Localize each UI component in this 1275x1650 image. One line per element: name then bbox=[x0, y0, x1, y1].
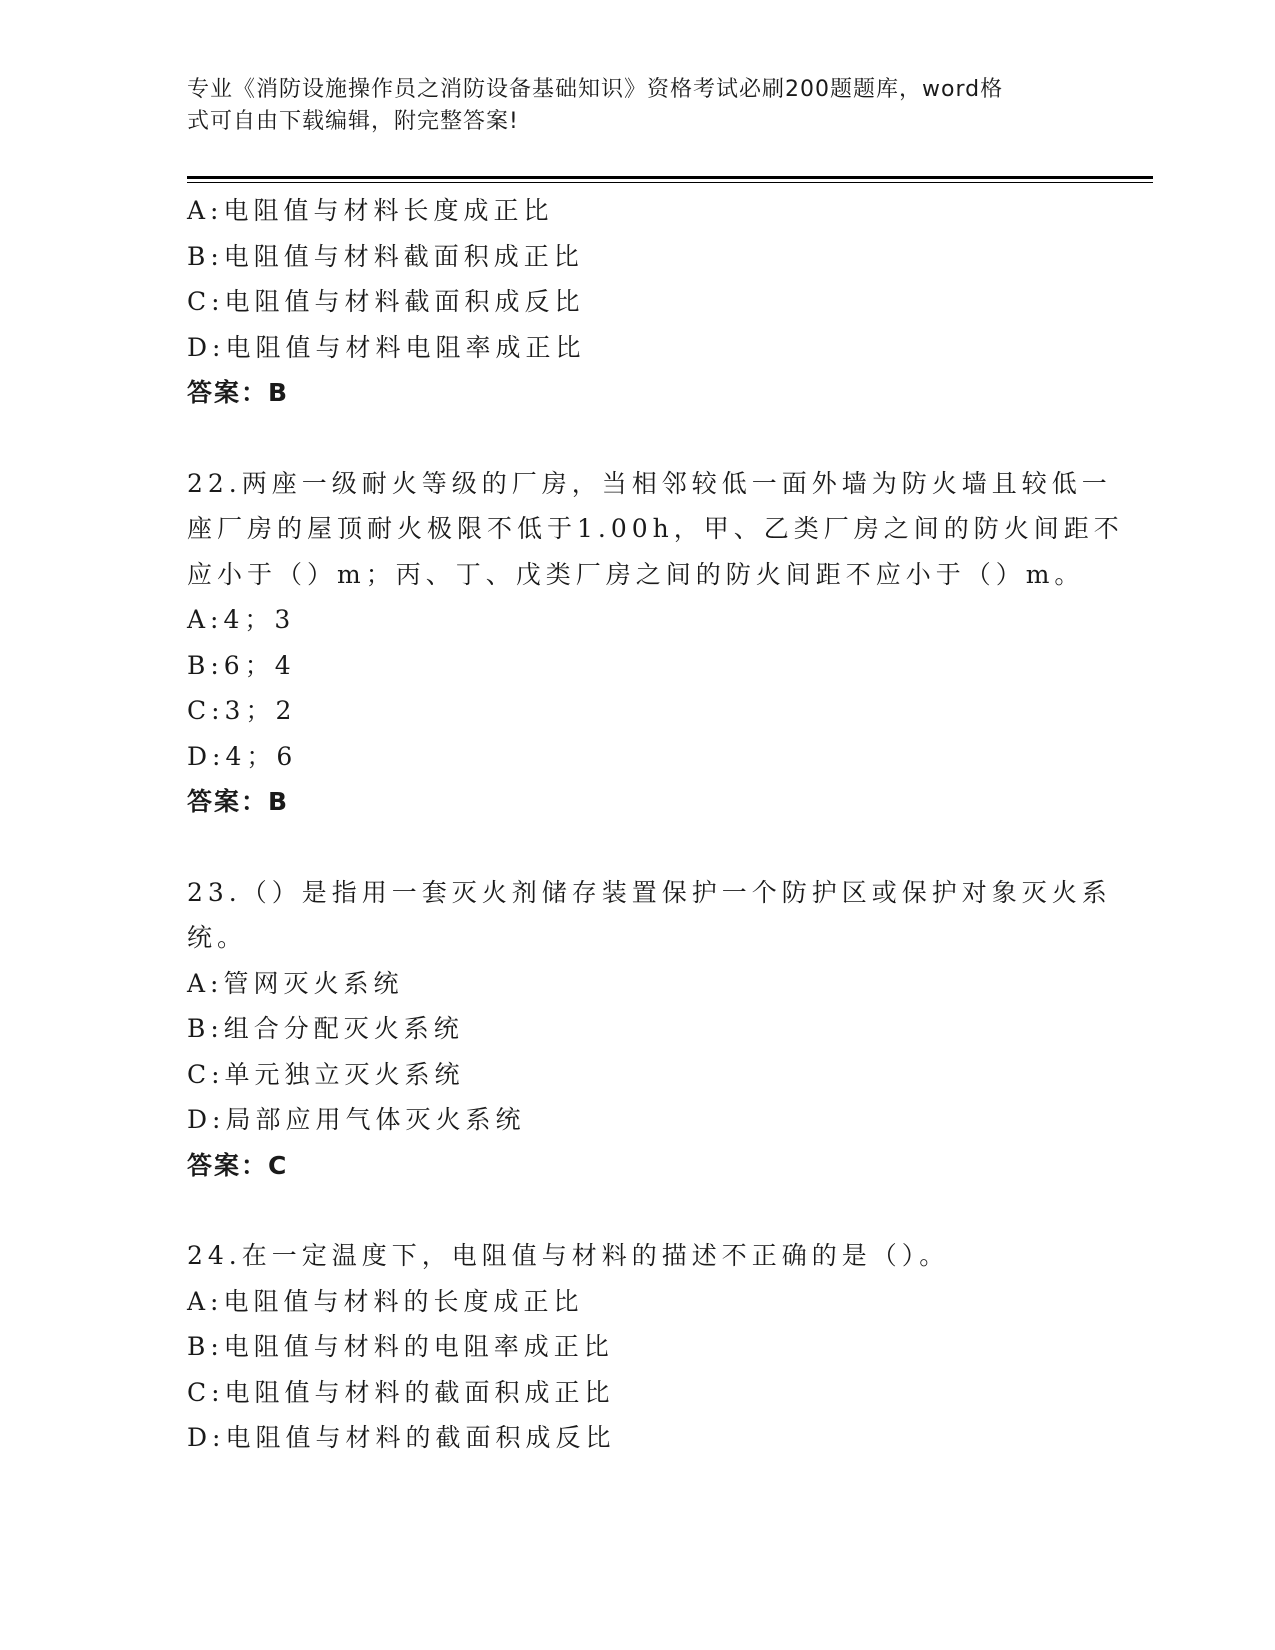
option-b: B:电阻值与材料截面积成正比 bbox=[187, 241, 584, 271]
question-21 bbox=[187, 188, 1087, 416]
spacer bbox=[187, 416, 1087, 461]
option-d: D:电阻值与材料电阻率成正比 bbox=[187, 332, 586, 362]
option-d: D:电阻值与材料的截面积成反比 bbox=[187, 1423, 616, 1452]
option-a: A:电阻值与材料的长度成正比 bbox=[187, 1286, 584, 1316]
question-list bbox=[187, 188, 1124, 1461]
option-b: B:电阻值与材料的电阻率成正比 bbox=[187, 1332, 614, 1361]
answer: 答案：C bbox=[187, 1150, 289, 1180]
question-24 bbox=[187, 1233, 1087, 1461]
option-a: A:电阻值与材料长度成正比 bbox=[187, 196, 554, 225]
option-a: A:4；3 bbox=[187, 605, 296, 634]
answer: 答案：B bbox=[187, 787, 290, 816]
header-rule-thick bbox=[187, 176, 1153, 179]
option-a: A:管网灭火系统 bbox=[187, 968, 404, 998]
answer: 答案：B bbox=[187, 378, 290, 407]
option-c: C:电阻值与材料截面积成反比 bbox=[187, 287, 585, 316]
header-rule-thin bbox=[187, 182, 1153, 183]
question-text-line: 23.（）是指用一套灭火剂储存装置保护一个防护区或保护对象灭火系 bbox=[187, 877, 1112, 907]
question-text-line: 统。 bbox=[187, 923, 248, 952]
question-text-line: 座厂房的屋顶耐火极限不低于1.00h，甲、乙类厂房之间的防火间距不 bbox=[187, 514, 1124, 543]
option-b: B:组合分配灭火系统 bbox=[187, 1014, 464, 1043]
option-c: C:电阻值与材料的截面积成正比 bbox=[187, 1377, 615, 1407]
question-text-line: 24.在一定温度下，电阻值与材料的描述不正确的是（）。 bbox=[187, 1241, 950, 1270]
header-line-2: 式可自由下载编辑，附完整答案! bbox=[187, 109, 519, 134]
option-d: D:4；6 bbox=[187, 741, 298, 771]
option-b: B:6；4 bbox=[187, 650, 296, 680]
document-header bbox=[187, 74, 1067, 138]
option-c: C:单元独立灭火系统 bbox=[187, 1059, 465, 1089]
question-23 bbox=[187, 870, 1112, 1189]
option-c: C:3；2 bbox=[187, 696, 297, 725]
question-22 bbox=[187, 461, 1124, 825]
spacer bbox=[187, 825, 1087, 870]
question-text-line: 22.两座一级耐火等级的厂房，当相邻较低一面外墙为防火墙且较低一 bbox=[187, 468, 1112, 498]
option-d: D:局部应用气体灭火系统 bbox=[187, 1105, 526, 1134]
spacer bbox=[187, 1188, 1087, 1233]
question-text-line: 应小于（）m；丙、丁、戊类厂房之间的防火间距不应小于（）m。 bbox=[187, 559, 1085, 589]
header-line-1: 专业《消防设施操作员之消防设备基础知识》资格考试必刷200题题库，word格 bbox=[187, 77, 1004, 102]
